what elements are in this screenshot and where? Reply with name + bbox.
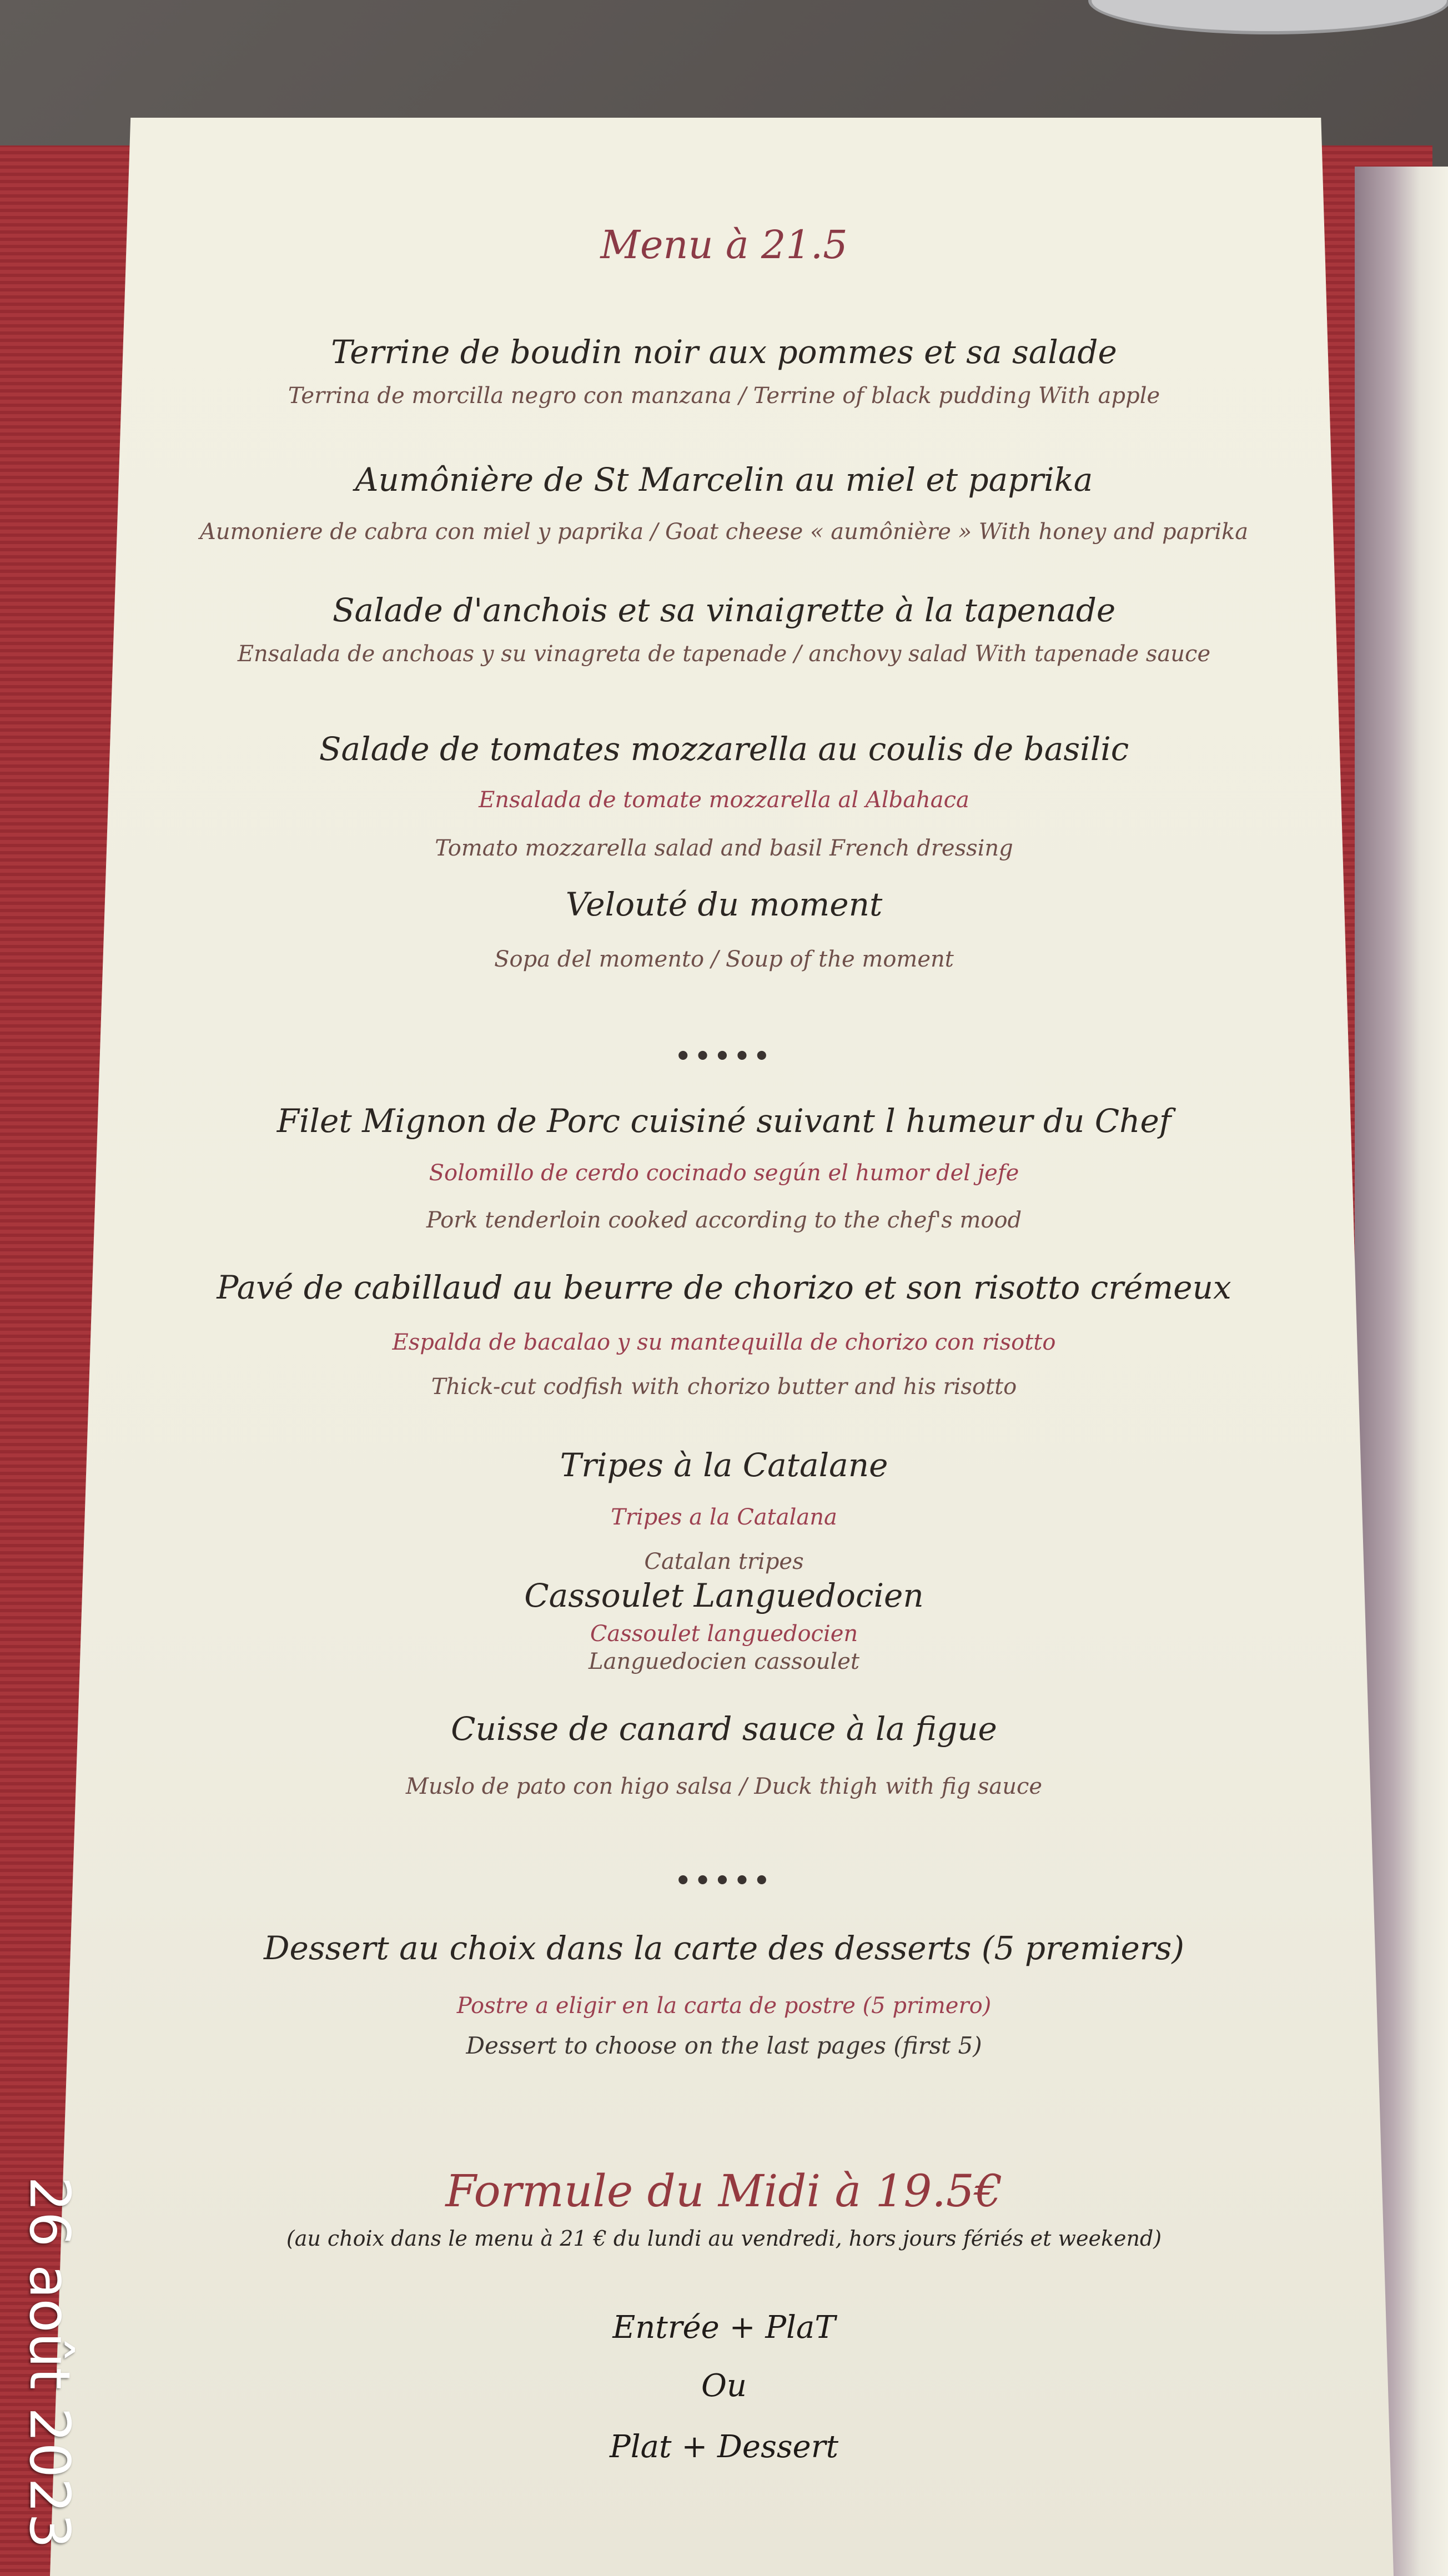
main-3-translation-es: Tripes a la Catalana xyxy=(611,1505,837,1530)
formula-option-2: Plat + Dessert xyxy=(610,2429,838,2465)
starter-4-name: Salade de tomates mozzarella au coulis de basilic xyxy=(319,730,1129,768)
main-1-translation-en: Pork tenderloin cooked according to the chef's mood xyxy=(426,1208,1022,1233)
main-1-name: Filet Mignon de Porc cuisiné suivant l humeur du Chef xyxy=(276,1102,1172,1140)
starter-3-translation: Ensalada de anchoas y su vinagreta de tapenade / anchovy salad With tapenade sauce xyxy=(237,641,1211,667)
main-3-translation-en: Catalan tripes xyxy=(644,1549,804,1574)
starter-5-translation: Sopa del momento / Soup of the moment xyxy=(494,947,954,972)
starter-1-name: Terrine de boudin noir aux pommes et sa salade xyxy=(331,333,1117,371)
main-2-translation-es: Espalda de bacalao y su mantequilla de chorizo con risotto xyxy=(392,1330,1056,1355)
formula-title: Formule du Midi à 19.5€ xyxy=(445,2165,1003,2217)
date-stamp: 26 août 2023 xyxy=(17,2176,82,2549)
main-2-name: Pavé de cabillaud au beurre de chorizo et son risotto crémeux xyxy=(217,1269,1231,1306)
main-1-translation-es: Solomillo de cerdo cocinado según el humor del jefe xyxy=(429,1160,1019,1186)
starter-2-name: Aumônière de St Marcelin au miel et paprika xyxy=(355,461,1093,499)
formula-option-1: Entrée + PlaT xyxy=(612,2310,836,2346)
starter-5-name: Velouté du moment xyxy=(565,886,883,923)
section-separator-2: ••••• xyxy=(675,1865,773,1895)
main-4-name: Cassoulet Languedocien xyxy=(524,1577,924,1614)
starter-1-translation: Terrina de morcilla negro con manzana / Terrine of black pudding With apple xyxy=(288,383,1160,409)
main-5-translation: Muslo de pato con higo salsa / Duck thigh with fig sauce xyxy=(405,1774,1043,1799)
dessert-name: Dessert au choix dans la carte des desserts (5 premiers) xyxy=(264,1929,1184,1967)
main-3-name: Tripes à la Catalane xyxy=(560,1446,888,1484)
formula-or: Ou xyxy=(701,2368,747,2404)
main-4-translation-es: Cassoulet languedocien xyxy=(590,1621,858,1647)
dessert-translation-en: Dessert to choose on the last pages (first 5) xyxy=(466,2032,982,2059)
main-2-translation-en: Thick-cut codfish with chorizo butter and his risotto xyxy=(431,1374,1017,1400)
starter-2-translation: Aumoniere de cabra con miel y paprika / Goat cheese « aumônière » With honey and paprika xyxy=(199,519,1249,545)
starter-3-name: Salade d'anchois et sa vinaigrette à la tapenade xyxy=(332,591,1116,629)
dessert-translation-es: Postre a eligir en la carta de postre (5 primero) xyxy=(456,1993,992,2019)
formula-note: (au choix dans le menu à 21 € du lundi au vendredi, hors jours fériés et weekend) xyxy=(286,2226,1162,2251)
starter-4-translation-es: Ensalada de tomate mozzarella al Albahaca xyxy=(479,787,969,813)
starter-4-translation-en: Tomato mozzarella salad and basil French dressing xyxy=(435,836,1013,861)
main-5-name: Cuisse de canard sauce à la figue xyxy=(451,1710,997,1748)
section-separator: ••••• xyxy=(675,1041,773,1071)
main-4-translation-en: Languedocien cassoulet xyxy=(589,1649,859,1674)
menu-title: Menu à 21.5 xyxy=(600,222,848,268)
